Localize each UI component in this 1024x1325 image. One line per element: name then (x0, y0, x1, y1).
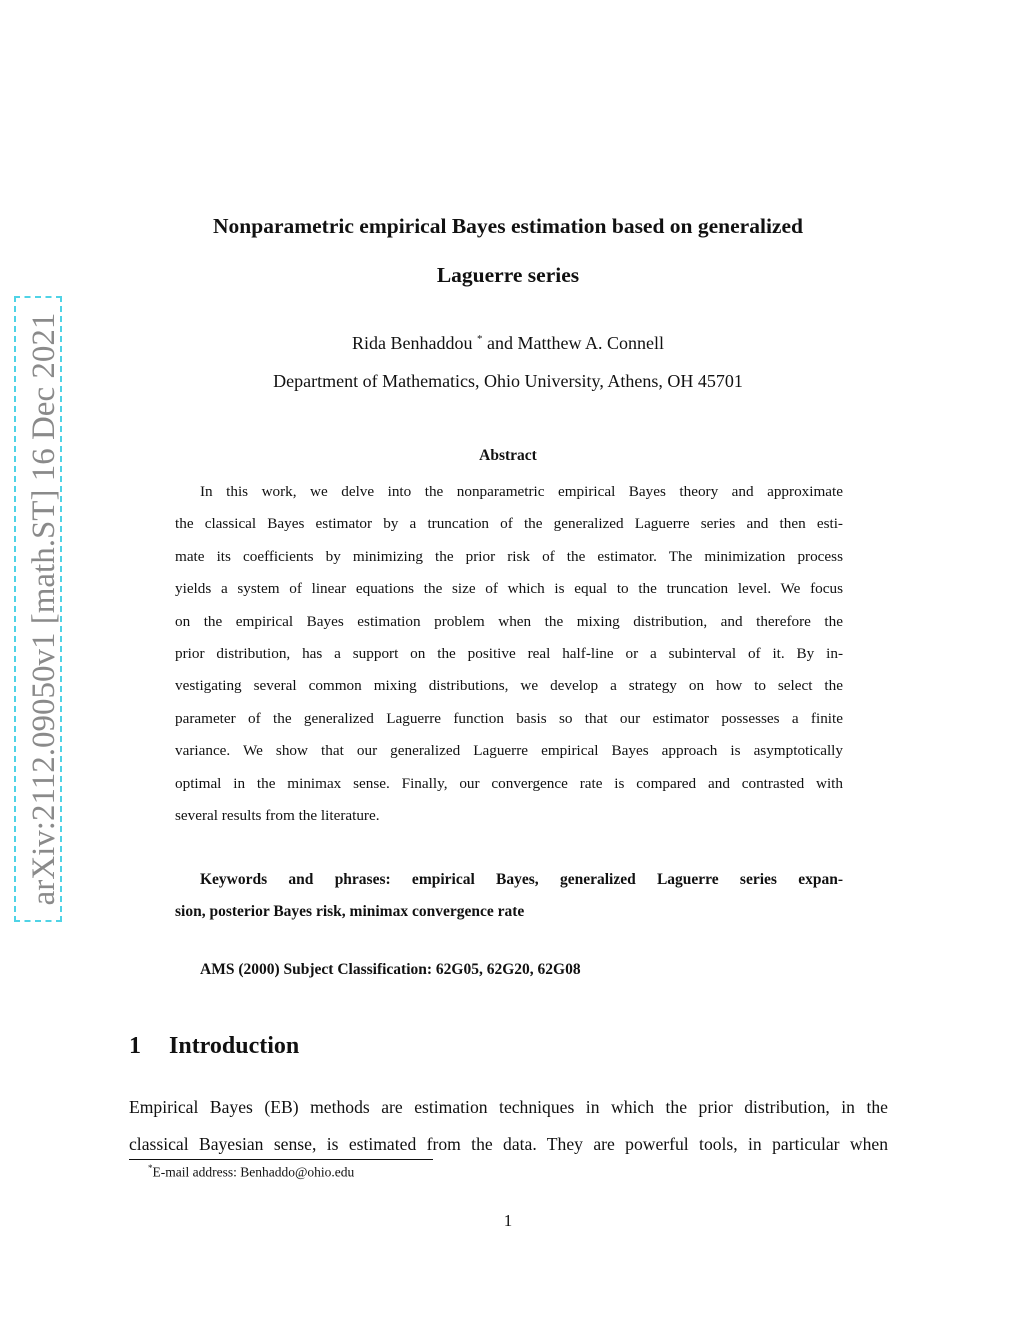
abstract-line: mate its coefficients by minimizing the prior risk of the estimator. The minimization process (175, 547, 843, 565)
abstract-line: prior distribution, has a support on the positive real half-line or a subinterval of it. By in- (175, 645, 843, 663)
abstract-heading: Abstract (479, 447, 537, 464)
author-1: Rida Benhaddou (352, 333, 473, 353)
abstract-line: the classical Bayes estimator by a truncation of the generalized Laguerre series and then esti- (175, 515, 843, 533)
footnote-rule (129, 1159, 433, 1160)
introduction-body (129, 1089, 888, 1162)
abstract-line: on the empirical Bayes estimation problem when the mixing distribution, and therefore the (175, 612, 843, 630)
abstract-line: vestigating several common mixing distributions, we develop a strategy on how to select the (175, 677, 843, 695)
section-number: 1 (129, 1033, 141, 1059)
arxiv-stamp: arXiv:2112.09050v1 [math.ST] 16 Dec 2021 (26, 312, 62, 906)
abstract-line: parameter of the generalized Laguerre function basis so that our estimator possesses a finite (175, 709, 843, 727)
keywords-line: sion, posterior Bayes risk, minimax convergence rate (175, 903, 525, 921)
footnote (148, 1163, 354, 1181)
intro-line: Empirical Bayes (EB) methods are estimation techniques in which the prior distribution, in the (129, 1097, 888, 1117)
ams-classification: AMS (2000) Subject Classification: 62G05, 62G20, 62G08 (200, 961, 581, 978)
abstract-line: In this work, we delve into the nonparametric empirical Bayes theory and approximate (200, 483, 843, 500)
abstract-body (175, 476, 843, 832)
keywords-line: Keywords and phrases: empirical Bayes, generalized Laguerre series expan- (200, 871, 843, 888)
abstract-line: variance. We show that our generalized Laguerre empirical Bayes approach is asymptotically (175, 742, 843, 760)
abstract-line: several results from the literature. (175, 807, 380, 825)
abstract-line: optimal in the minimax sense. Finally, our convergence rate is compared and contrasted with (175, 774, 843, 792)
paper-title-line-2: Laguerre series (436, 263, 580, 287)
paper-title-line-1: Nonparametric empirical Bayes estimation based on generalized (213, 214, 803, 238)
author-2: and Matthew A. Connell (487, 333, 664, 353)
intro-line: classical Bayesian sense, is estimated from the data. They are powerful tools, in particular when (129, 1133, 888, 1154)
footnote-mark: * (148, 1163, 153, 1173)
affiliation: Department of Mathematics, Ohio University, Athens, OH 45701 (273, 371, 743, 391)
page-number: 1 (503, 1211, 513, 1230)
abstract-line: yields a system of linear equations the size of which is equal to the truncation level. We focus (175, 580, 843, 598)
section-heading-introduction (129, 1033, 299, 1060)
keywords (175, 864, 843, 929)
authors (110, 333, 906, 354)
author-footnote-mark: * (477, 333, 483, 345)
section-title: Introduction (169, 1033, 300, 1059)
footnote-text: E-mail address: Benhaddo@ohio.edu (152, 1164, 355, 1180)
